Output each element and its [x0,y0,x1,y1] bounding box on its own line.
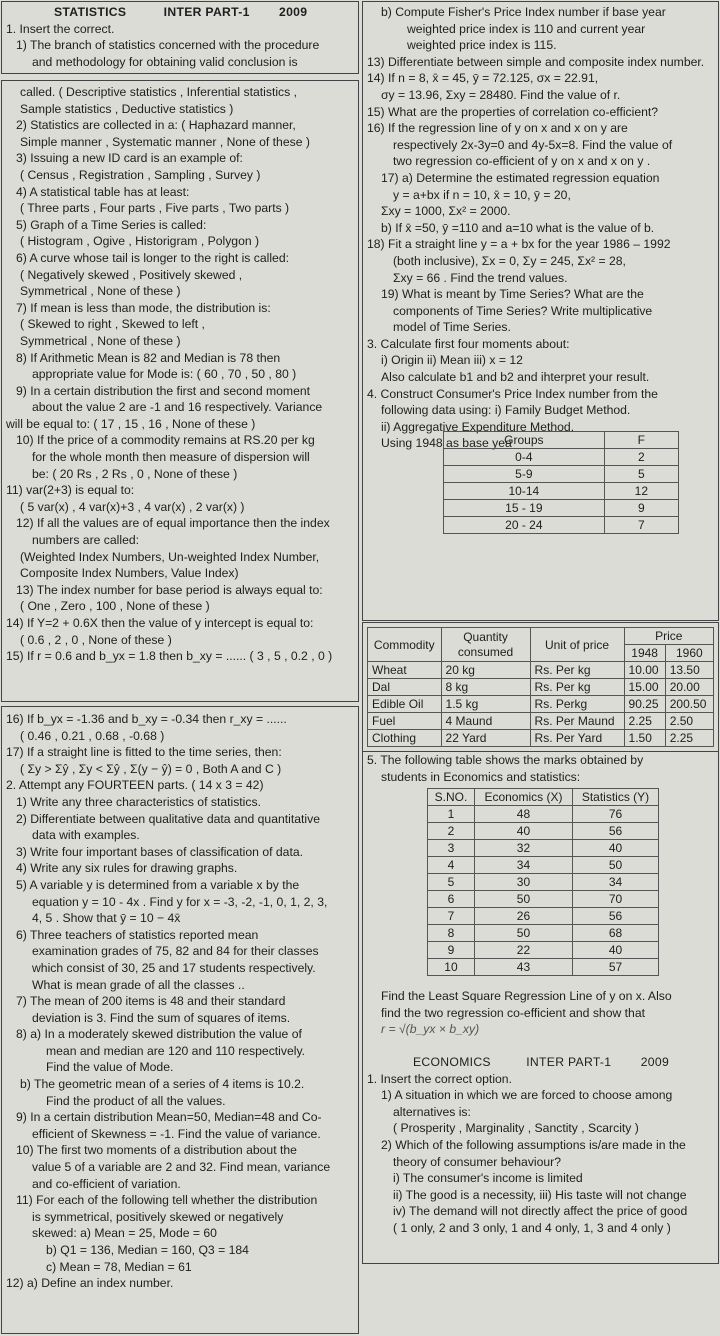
groups-header: Groups [444,432,605,449]
question-line: 3. Calculate first four moments about: [367,336,570,351]
question-line: weighted price index is 110 and current year [407,21,646,36]
table-cell: 10 [428,959,475,976]
question-line: 11) var(2+3) is equal to: [6,483,135,498]
question-line: 17) a) Determine the estimated regression equation [381,170,660,185]
table-cell: 9 [428,942,475,959]
question-line: 3) Issuing a new ID card is an example of: [16,151,243,166]
question-line: find the two regression co-efficient and show that [381,1005,645,1020]
cpi-row [368,679,714,696]
question-line: b) If x̄ =50, ȳ =110 and a=10 what is the value of b. [381,220,655,235]
question-line: 5) A variable y is determined from a variable x by the [16,877,300,892]
table-cell: 43 [474,959,572,976]
table-cell: 56 [572,823,658,840]
table-cell: 2.50 [665,713,713,730]
question-line: about the value 2 are -1 and 16 respectively. Variance [32,400,323,415]
question-line: What is mean grade of all the classes .. [32,977,245,992]
question-line: 8) If Arithmetic Mean is 82 and Median is 78 then [16,350,281,365]
groups-row [444,466,679,483]
question-line: weighted price index is 115. [407,38,557,53]
question-line: 5) Graph of a Time Series is called: [16,217,207,232]
question-line: 17) If a straight line is fitted to the time series, then: [6,745,282,760]
f-header: F [604,432,678,449]
question-line: 10) The first two moments of a distribution about the [16,1143,297,1158]
table-cell: 48 [474,806,572,823]
question-line: 14) If Y=2 + 0.6X then the value of y intercept is equal to: [6,616,314,630]
marks-row [428,925,659,942]
table-cell: 34 [474,857,572,874]
question-line: 9) In a certain distribution the first and second moment [16,383,311,398]
question-line: 13) The index number for base period is always equal to: [16,582,323,597]
question-line: iv) The demand will not directly affect the price of good [393,1204,688,1219]
table-cell: 50 [474,891,572,908]
economics-header: Economics (X) [474,789,572,806]
table-cell: Rs. Per kg [530,662,624,679]
question-line: ( Three parts , Four parts , Five parts , Two parts ) [20,201,290,216]
marks-row [428,942,659,959]
question-line: following data using: i) Family Budget Method. [381,403,631,418]
table-cell: 20 kg [441,662,530,679]
economics-questions [367,1071,687,1237]
question-line: 18) Fit a straight line y = a + bx for the year 1986 – 1992 [367,237,671,252]
question-line: data with examples. [32,828,140,843]
question-line: 2) Which of the following assumptions is/are made in the [381,1137,686,1152]
question-line: 19) What is meant by Time Series? What are the [381,287,644,302]
groups-table [443,431,679,534]
unit-header: Unit of price [530,628,624,662]
table-cell: Rs. Per Yard [530,730,624,747]
table-cell: 68 [572,925,658,942]
economics-header: ECONOMICS INTER PART-1 2009 [413,1055,670,1069]
question-line: Composite Index Numbers, Value Index) [20,566,239,581]
question-line: value 5 of a variable are 2 and 32. Find mean, variance [32,1160,331,1175]
question-line: 7) The mean of 200 items is 48 and their standard [16,994,286,1009]
question-line: Using 1948 as base yea [381,436,512,451]
table-cell: 8 [428,925,475,942]
question-line: components of Time Series? Write multiplicative [393,303,653,318]
table-cell: 5-9 [444,466,605,483]
question-line: Symmetrical , None of these ) [20,333,181,348]
table-cell: 40 [474,823,572,840]
table-cell: 56 [572,908,658,925]
table-cell: Fuel [368,713,442,730]
question-line: ( Skewed to right , Skewed to left , [20,317,205,332]
marks-row [428,823,659,840]
question-line: y = a+bx if n = 10, x̄ = 10, ȳ = 20, [393,187,571,202]
question-line: students in Economics and statistics: [381,769,581,784]
question-line: 1) Write any three characteristics of statistics. [16,794,261,809]
question-line: 4) A statistical table has at least: [16,184,190,199]
table-cell: 70 [572,891,658,908]
question-line: theory of consumer behaviour? [393,1154,562,1169]
question-line: 8) a) In a moderately skewed distribution the value of [16,1027,302,1042]
cpi-row [368,730,714,747]
question-line: 4) Write any six rules for drawing graphs. [16,861,238,876]
question-line: is symmetrical, positively skewed or negatively [32,1209,284,1224]
question-line: 4. Construct Consumer's Price Index number from the [367,386,658,401]
question-line: skewed: a) Mean = 25, Mode = 60 [32,1226,217,1241]
table-cell: Rs. Perkg [530,696,624,713]
table-cell: 1.50 [624,730,665,747]
question-line: for the whole month then measure of dispersion will [32,450,310,465]
question-line: which consist of 30, 25 and 17 students respectively. [32,960,316,975]
groups-row [444,500,679,517]
table-cell: 3 [428,840,475,857]
question-line: Also calculate b1 and b2 and ihterpret your result. [381,370,650,385]
question-line: 4, 5 . Show that ȳ = 10 − 4x̄ [32,911,181,926]
table-cell: 40 [572,840,658,857]
table-cell: 7 [428,908,475,925]
marks-row [428,891,659,908]
table-cell: 30 [474,874,572,891]
question-line: σy = 13.96, Σxy = 28480. Find the value of r. [381,87,621,102]
question-line: (both inclusive), Σx = 0, Σy = 245, Σx² = 28, [393,253,626,268]
table-cell: Clothing [368,730,442,747]
marks-row [428,857,659,874]
question-line: c) Mean = 78, Median = 61 [46,1259,192,1274]
question-line: Find the product of all the values. [46,1093,226,1108]
marks-row [428,874,659,891]
table-cell: 15.00 [624,679,665,696]
table-cell: 50 [474,925,572,942]
cpi-row [368,662,714,679]
question-line: 7) If mean is less than mode, the distribution is: [16,300,271,315]
year-1948: 1948 [624,645,665,662]
statistics-header: STATISTICS INTER PART-1 2009 [54,5,308,19]
question-line: ( 0.6 , 2 , 0 , None of these ) [20,632,172,647]
groups-row [444,483,679,500]
question-line: ( Negatively skewed , Positively skewed , [20,267,243,282]
table-cell: 1 [428,806,475,823]
table-cell: 76 [572,806,658,823]
question-line: will be equal to: ( 17 , 15 , 16 , None of these ) [6,416,256,431]
question-line: appropriate value for Mode is: ( 60 , 70 , 50 , 80 ) [32,367,297,382]
question-line: i) The consumer's income is limited [393,1171,583,1186]
table-cell: 50 [572,857,658,874]
table-cell: 2 [428,823,475,840]
table-cell: Rs. Per Maund [530,713,624,730]
question-line: model of Time Series. [393,320,511,335]
question-line: i) Origin ii) Mean iii) x = 12 [381,353,523,368]
question-line: b) Compute Fisher's Price Index number if base year [381,5,666,19]
table-cell: 13.50 [665,662,713,679]
question-line: ( 5 var(x) , 4 var(x)+3 , 4 var(x) , 2 var(x) ) [20,499,245,514]
question-line: ( Histogram , Ogive , Historigram , Polygon ) [20,234,260,249]
table-cell: Wheat [368,662,442,679]
groups-row [444,517,679,534]
table-cell: Edible Oil [368,696,442,713]
table-cell: 200.50 [665,696,713,713]
question-line: 10) If the price of a commodity remains at RS.20 per kg [16,433,315,448]
table-cell: 2 [604,449,678,466]
marks-row [428,959,659,976]
table-cell: 34 [572,874,658,891]
question-line: Find the value of Mode. [46,1060,174,1075]
formula-line: r = √(b_yx × b_xy) [381,1022,480,1037]
question-line: 5. The following table shows the marks obtained by [367,753,644,767]
right-column [361,0,720,1336]
question-line: 14) If n = 8, x̄ = 45, ȳ = 72.125, σx = 22.91, [367,71,599,86]
question-line: and co-efficient of variation. [32,1176,181,1191]
question-line: 13) Differentiate between simple and composite index number. [367,54,705,69]
question-line: ii) The good is a necessity, iii) His taste will not change [393,1187,687,1202]
question-line: Simple manner , Systematic manner , None of these ) [20,134,310,149]
question-line: Σxy = 66 . Find the trend values. [393,270,568,285]
table-cell: 15 - 19 [444,500,605,517]
economics-section [367,1054,687,1237]
question-line: numbers are called: [32,533,140,548]
question-line: 16) If the regression line of y on x and x on y are [367,121,628,136]
question-line: 1. Insert the correct option. [367,1071,512,1086]
question-line: called. ( Descriptive statistics , Inferential statistics , [20,85,298,99]
question-line: mean and median are 120 and 110 respectively. [46,1043,306,1058]
question-line: 12) a) Define an index number. [6,1276,174,1291]
table-cell: Dal [368,679,442,696]
price-header: Price [624,628,713,645]
marks-box [362,752,719,1264]
commodity-header: Commodity [368,628,442,662]
groups-row [444,449,679,466]
table-cell: 0-4 [444,449,605,466]
question-line: examination grades of 75, 82 and 84 for their classes [32,944,319,959]
table-cell: 2.25 [624,713,665,730]
table-cell: 26 [474,908,572,925]
question-line: ii) Aggregative Expenditure Method. [381,419,575,434]
upper-right-box [362,1,719,621]
table-cell: 5 [428,874,475,891]
question-line: Sample statistics , Deductive statistics ) [20,101,234,116]
question-line: b) Q1 = 136, Median = 160, Q3 = 184 [46,1243,249,1257]
question-line: be: ( 20 Rs , 2 Rs , 0 , None of these ) [32,466,238,481]
table-cell: 32 [474,840,572,857]
question-line: ( Census , Registration , Sampling , Survey ) [20,167,261,182]
question-line: 16) If b_yx = -1.36 and b_xy = -0.34 then r_xy = ...... [6,712,287,726]
question-line: 6) A curve whose tail is longer to the right is called: [16,250,290,265]
marks-row [428,908,659,925]
question-line: 1) A situation in which we are forced to choose among [381,1088,673,1103]
table-cell: 20.00 [665,679,713,696]
question-line: 11) For each of the following tell whether the distribution [16,1193,318,1208]
question-line: 2) Statistics are collected in a: ( Haphazard manner, [16,118,296,133]
short-questions-box [1,706,359,1334]
marks-table [427,788,659,976]
question-line: 1) The branch of statistics concerned with the procedure [16,38,320,53]
question-line: Find the Least Square Regression Line of y on x. Also [381,989,672,1003]
statistics-header-box [1,1,359,74]
cpi-table [367,627,714,747]
question-line: equation y = 10 - 4x . Find y for x = -3, -2, -1, 0, 1, 2, 3, [32,894,328,909]
table-cell: 10-14 [444,483,605,500]
question-line: 15) What are the properties of correlation co-efficient? [367,104,659,119]
question-line: Σxy = 1000, Σx² = 2000. [381,204,511,219]
question-line: deviation is 3. Find the sum of squares of items. [32,1010,291,1025]
table-cell: 4 Maund [441,713,530,730]
question-line: ( Σy > Σŷ , Σy < Σŷ , Σ(y − ŷ) = 0 , Both A and C ) [20,761,282,776]
table-cell: 40 [572,942,658,959]
table-cell: 90.25 [624,696,665,713]
cpi-row [368,696,714,713]
question-line: two regression co-efficient of y on x and x on y . [393,154,651,169]
table-cell: 20 - 24 [444,517,605,534]
table-cell: 22 [474,942,572,959]
table-cell: 1.5 kg [441,696,530,713]
question-line: 1. Insert the correct. [6,21,115,36]
cpi-box [362,622,719,752]
table-cell: 5 [604,466,678,483]
question-line: 2) Differentiate between qualitative data and quantitative [16,811,320,826]
question-line: 9) In a certain distribution Mean=50, Median=48 and Co- [16,1110,322,1125]
marks-row [428,806,659,823]
question-line: alternatives is: [393,1104,471,1119]
question-line: Symmetrical , None of these ) [20,284,181,299]
question-line: ( 1 only, 2 and 3 only, 1 and 4 only, 1, 3 and 4 only ) [393,1220,671,1235]
marks-row [428,840,659,857]
question-line: ( One , Zero , 100 , None of these ) [20,599,210,614]
table-cell: 2.25 [665,730,713,747]
question-line: (Weighted Index Numbers, Un-weighted Index Number, [20,549,320,564]
question-line: 6) Three teachers of statistics reported mean [16,927,259,942]
sno-header: S.NO. [428,789,475,806]
year-1960: 1960 [665,645,713,662]
table-cell: 9 [604,500,678,517]
quantity-header: Quantity consumed [441,628,530,662]
question-line: 15) If r = 0.6 and b_yx = 1.8 then b_xy = ...... ( 3 , 5 , 0.2 , 0 ) [6,649,333,664]
table-cell: Rs. Per kg [530,679,624,696]
statistics-header: Statistics (Y) [572,789,658,806]
table-cell: 12 [604,483,678,500]
question-line: 3) Write four important bases of classification of data. [16,844,303,859]
table-cell: 6 [428,891,475,908]
question-line: respectively 2x-3y=0 and 4y-5x=8. Find the value of [393,137,673,152]
table-cell: 7 [604,517,678,534]
question-line: and methodology for obtaining valid conclusion is [32,54,298,69]
question-line: 2. Attempt any FOURTEEN parts. ( 14 x 3 = 42) [6,778,264,793]
mcq-box [1,80,359,702]
table-cell: 57 [572,959,658,976]
question-line: 12) If all the values are of equal importance then the index [16,516,330,531]
question-line: ( Prosperity , Marginality , Sanctity , Scarcity ) [393,1121,639,1136]
table-cell: 8 kg [441,679,530,696]
question-line: b) The geometric mean of a series of 4 items is 10.2. [20,1077,305,1092]
table-cell: 10.00 [624,662,665,679]
question-line: ( 0.46 , 0.21 , 0.68 , -0.68 ) [20,728,165,743]
cpi-row [368,713,714,730]
q5-after [367,988,672,1038]
table-cell: 22 Yard [441,730,530,747]
question-line: efficient of Skewness = -1. Find the value of variance. [32,1126,321,1141]
table-cell: 4 [428,857,475,874]
right-questions [367,4,714,452]
